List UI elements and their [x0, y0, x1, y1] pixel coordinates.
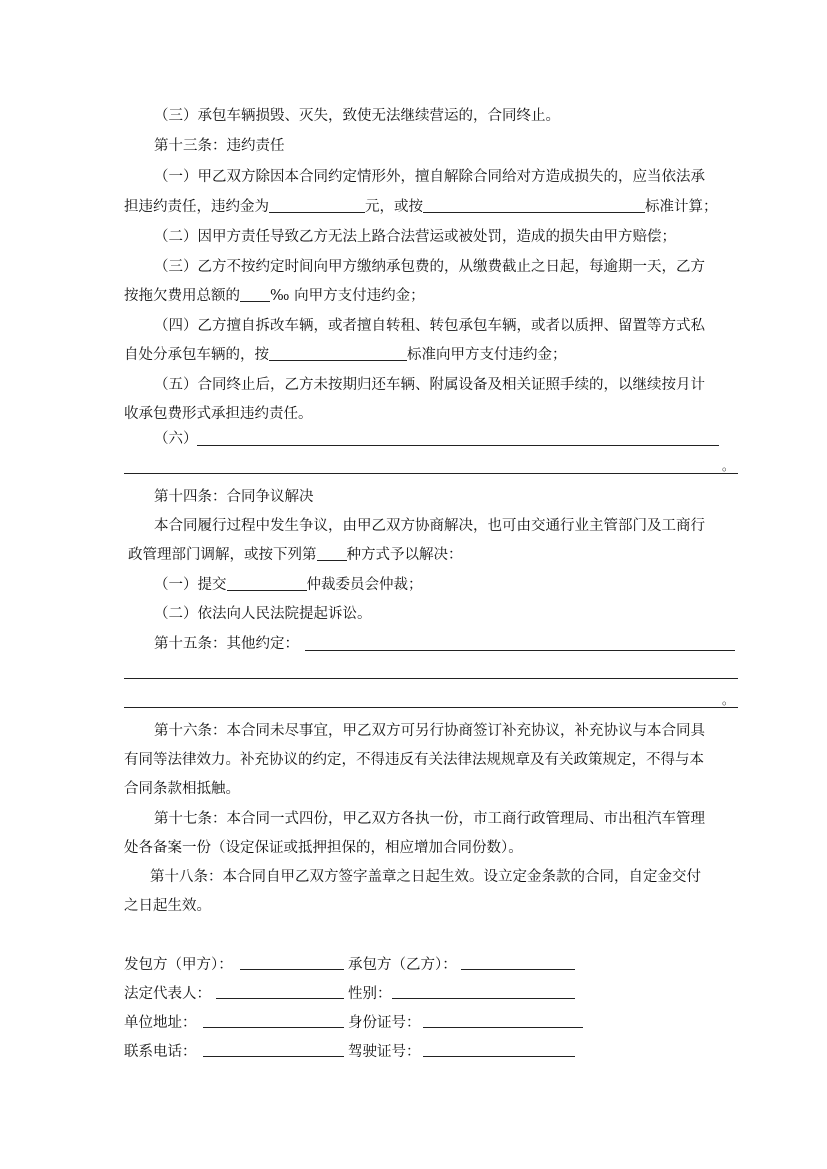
- art14-body-text2: 种方式予以解决：: [346, 547, 463, 563]
- legal-rep-blank[interactable]: [216, 998, 344, 999]
- party-a-blank[interactable]: [240, 969, 344, 970]
- address-blank[interactable]: [203, 1027, 344, 1028]
- art18-label: 第十八条：: [150, 869, 223, 885]
- party-b-label: 承包方（乙方）：: [348, 957, 457, 973]
- art12-item3: （三）承包车辆损毁、灭失，致使无法继续营运的，合同终止。: [154, 108, 560, 124]
- art13-item6-blank[interactable]: [197, 445, 719, 446]
- period-mark-2: 。: [722, 693, 735, 707]
- art13-item3-text1: 按拖欠费用总额的: [124, 288, 240, 304]
- art13-item4-line2: [124, 345, 567, 365]
- license-label: 驾驶证号：: [348, 1044, 421, 1060]
- art13-item4-line1: （四）乙方擅自拆改车辆，或者擅自转租、转包承包车辆，或者以质押、留置等方式私: [154, 318, 705, 334]
- permille-blank[interactable]: [240, 287, 270, 302]
- art13-item6-label: （六）: [154, 431, 198, 447]
- gender-label: 性别：: [348, 986, 392, 1002]
- art14-heading: 第十四条：合同争议解决: [154, 489, 314, 505]
- license-blank[interactable]: [423, 1056, 575, 1057]
- art14-body-line2: [128, 545, 463, 565]
- art13-item4-text1: 自处分承包车辆的，按: [124, 347, 269, 363]
- art13-item5-line2: 收承包费形式承担违约责任。: [124, 406, 313, 422]
- art15-blank-1[interactable]: [305, 650, 735, 651]
- art13-item1-text1: 担违约责任，违约金为: [124, 199, 269, 215]
- art17-text1: 本合同一式四份，甲乙双方各执一份，市工商行政管理局、市出租汽车管理: [226, 811, 705, 827]
- art15-heading: 第十五条：其他约定：: [154, 636, 299, 652]
- art16-line1: [154, 721, 705, 741]
- art18-line1: [150, 867, 701, 887]
- art17-line2: 处各备案一份（设定保证或抵押担保的，相应增加合同份数）。: [124, 840, 523, 856]
- penalty-amount-blank[interactable]: [269, 198, 365, 213]
- gender-blank[interactable]: [392, 998, 575, 999]
- art13-item3-line1: （三）乙方不按约定时间向甲方缴纳承包费的，从缴费截止之日起，每逾期一天，乙方: [154, 259, 705, 275]
- art13-item1-line2: [124, 197, 718, 217]
- art14-body-line1: 本合同履行过程中发生争议，由甲乙双方协商解决，也可由交通行业主管部门及工商行: [154, 518, 705, 534]
- party-b-blank[interactable]: [461, 969, 575, 970]
- art17-label: 第十七条：: [154, 811, 227, 827]
- art13-item3-line2: [124, 286, 425, 306]
- art18-line2: 之日起生效。: [124, 898, 211, 914]
- art13-item3-text2: ‰ 向甲方支付违约金；: [270, 288, 425, 304]
- art14-item1: [154, 575, 423, 595]
- arbitration-committee-blank[interactable]: [227, 576, 307, 591]
- art16-text1: 本合同未尽事宜，甲乙双方可另行协商签订补充协议，补充协议与本合同具: [226, 723, 705, 739]
- art13-item4-text2: 标准向甲方支付违约金；: [407, 347, 567, 363]
- art14-item1-text1: （一）提交: [154, 577, 227, 593]
- phone-blank[interactable]: [203, 1056, 344, 1057]
- penalty-standard-blank[interactable]: [423, 198, 645, 213]
- art16-line2: 有同等法律效力。补充协议的约定，不得违反有关法律法规规章及有关政策规定，不得与本: [124, 752, 704, 768]
- address-label: 单位地址：: [124, 1015, 197, 1031]
- art18-text1: 本合同自甲乙双方签字盖章之日起生效。设立定金条款的合同，自定金交付: [222, 869, 701, 885]
- legal-rep-label: 法定代表人：: [124, 986, 211, 1002]
- violation-standard-blank[interactable]: [269, 346, 407, 361]
- party-a-label: 发包方（甲方）：: [124, 957, 233, 973]
- phone-label: 联系电话：: [124, 1044, 197, 1060]
- art14-item2: （二）依法向人民法院提起诉讼。: [154, 606, 372, 622]
- art14-item1-text2: 仲裁委员会仲裁；: [306, 577, 423, 593]
- art13-item2: （二）因甲方责任导致乙方无法上路合法营运或被处罚，造成的损失由甲方赔偿；: [154, 229, 676, 245]
- art13-item5-line1: （五）合同终止后，乙方未按期归还车辆、附属设备及相关证照手续的，以继续按月计: [154, 377, 705, 393]
- art13-heading: 第十三条：违约责任: [154, 138, 285, 154]
- art17-line1: [154, 809, 705, 829]
- art13-item1-text3: 标准计算；: [645, 199, 718, 215]
- art13-item1-text2: 元，或按: [365, 199, 423, 215]
- art14-body-text1: 政管理部门调解，或按下列第: [128, 547, 317, 563]
- art15-blank-2[interactable]: [124, 678, 738, 679]
- period-mark: 。: [722, 459, 735, 473]
- art15-blank-3[interactable]: [124, 707, 738, 708]
- art16-line3: 合同条款相抵触。: [124, 781, 240, 797]
- dispute-method-blank[interactable]: [317, 546, 347, 561]
- art13-item6-blank-2[interactable]: [124, 473, 738, 474]
- art16-label: 第十六条：: [154, 723, 227, 739]
- art13-item1-line1: （一）甲乙双方除因本合同约定情形外，擅自解除合同给对方造成损失的，应当依法承: [154, 169, 705, 185]
- id-number-blank[interactable]: [423, 1027, 583, 1028]
- id-number-label: 身份证号：: [348, 1015, 421, 1031]
